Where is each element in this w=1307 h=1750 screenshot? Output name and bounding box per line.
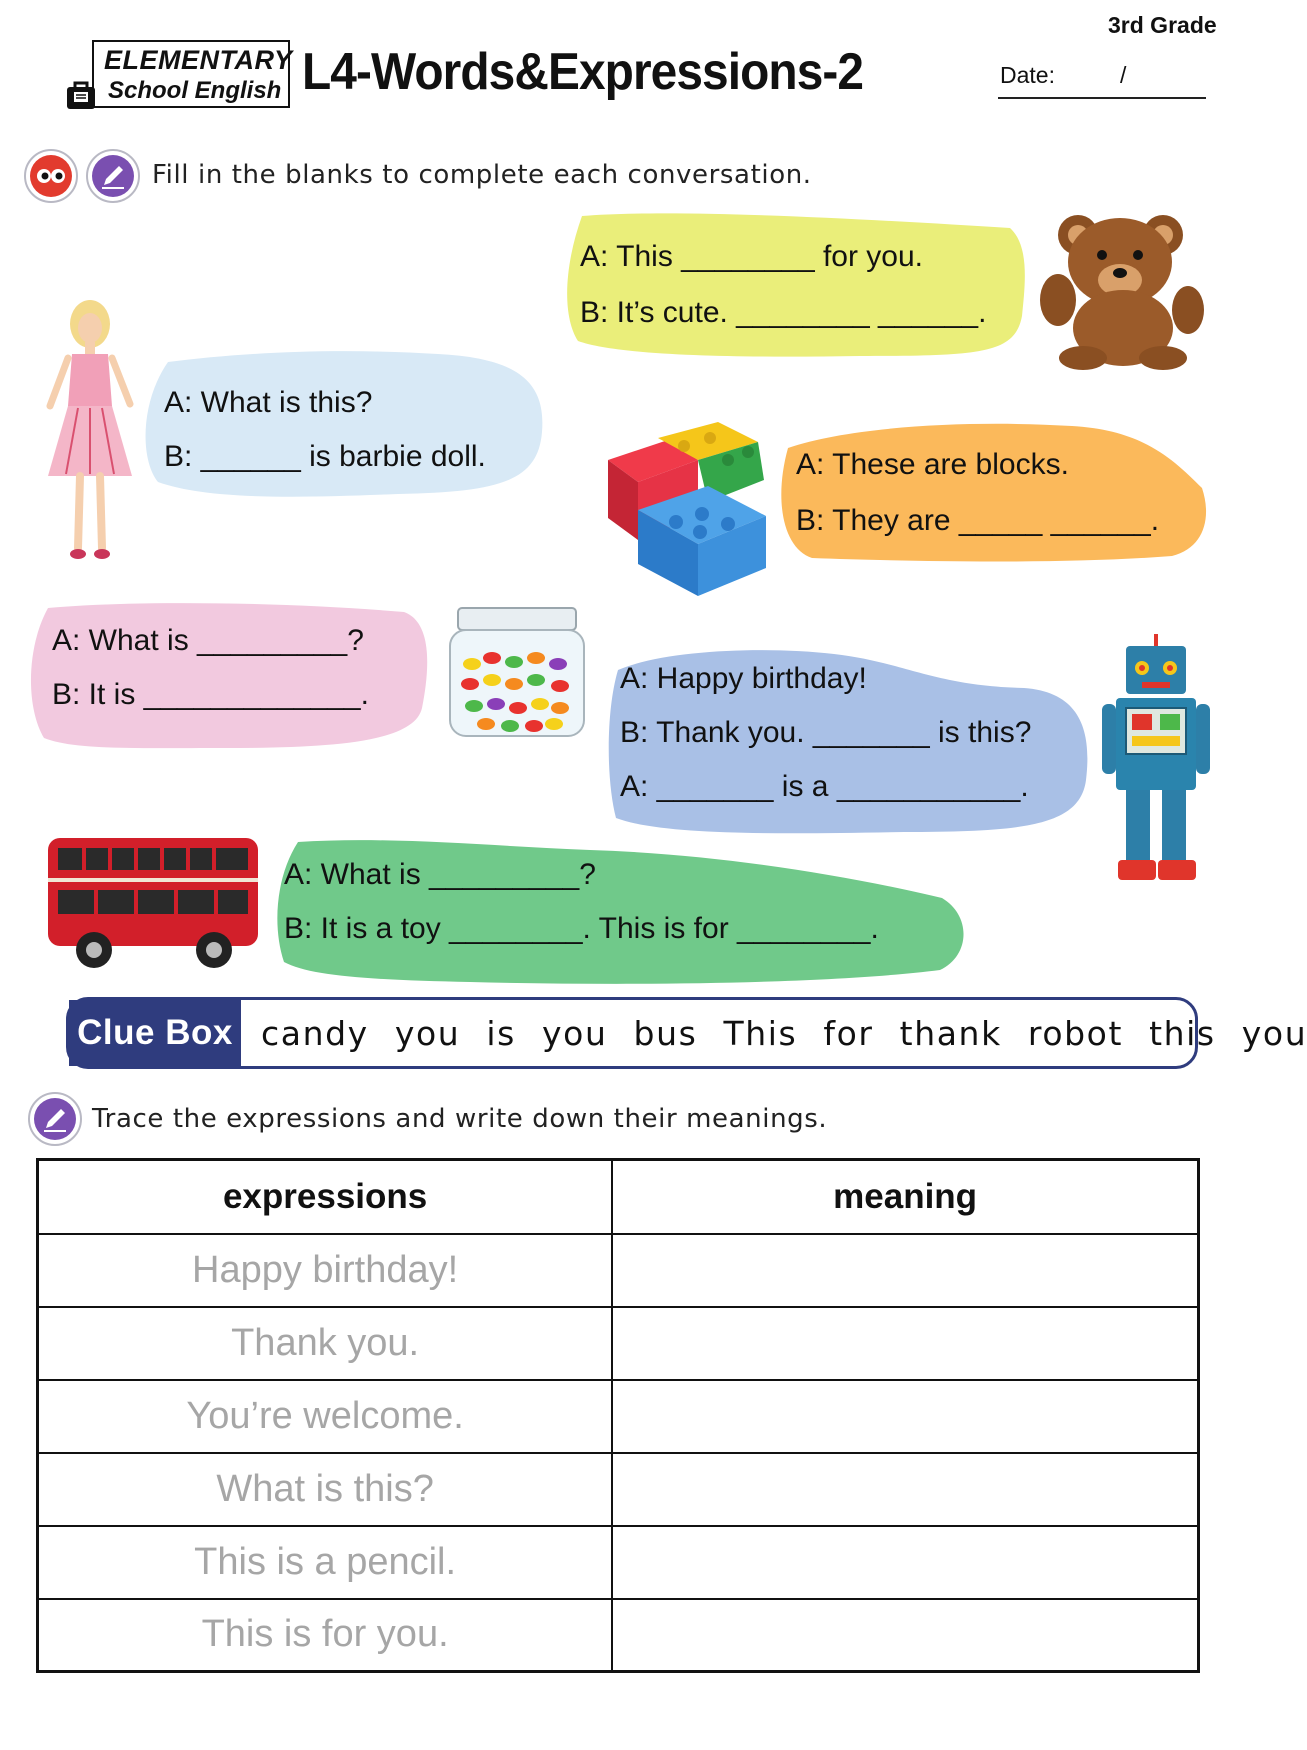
bubble-teddy [560,206,1030,366]
table-row [38,1599,1199,1672]
page-title: L4-Words&Expressions-2 [302,43,864,101]
bus-line-b: B: It is a toy ________. This is for ________. [284,912,879,945]
candy-jar-picture [436,608,600,740]
bubble-blocks [772,418,1212,564]
expression-cell: What is this? [38,1453,613,1526]
bubble-bus [270,836,972,986]
header-meaning: meaning [612,1160,1198,1234]
header-expressions: expressions [38,1160,613,1234]
logo-line1: ELEMENTARY [104,45,293,75]
table-row [38,1453,1199,1526]
table-row [38,1380,1199,1453]
doll-line-b: B: ______ is barbie doll. [164,440,486,473]
schoolbag-icon [64,78,98,112]
doll-line-a: A: What is this? [164,386,373,419]
teddy-bear-picture [1038,200,1208,370]
meaning-cell[interactable] [612,1307,1198,1380]
robot-line-a: A: Happy birthday! [620,662,867,695]
blocks-line-b: B: They are _____ ______. [796,504,1160,537]
blocks-line-a: A: These are blocks. [796,448,1069,481]
robot-line-b: B: Thank you. _______ is this? [620,716,1032,749]
clue-box [66,997,1307,1069]
date-label: Date: [1000,62,1055,88]
meaning-cell[interactable] [612,1526,1198,1599]
expression-cell: This is a pencil. [38,1526,613,1599]
bus-line-a: A: What is _________? [284,858,596,891]
expression-cell: This is for you. [38,1599,613,1672]
clue-box-words: candy you is you bus This for thank robot this you [261,1014,1307,1053]
robot-toy-picture [1102,634,1210,884]
teddy-line-b: B: It’s cute. ________ ______. [580,296,987,329]
bubble-doll [138,342,550,510]
logo-line2: School English [108,77,282,104]
listen-eyes-icon [24,149,78,203]
candy-line-a: A: What is _________? [52,624,364,657]
expression-cell: You’re welcome. [38,1380,613,1453]
barbie-doll-picture [38,296,144,564]
pencil-icon [28,1092,82,1146]
table-row [38,1526,1199,1599]
table-header-row [38,1160,1199,1234]
expression-cell: Thank you. [38,1307,613,1380]
expressions-table [36,1158,1200,1673]
candy-line-b: B: It is _____________. [52,678,369,711]
table-row [38,1307,1199,1380]
toy-blocks-picture [598,420,768,596]
expression-cell: Happy birthday! [38,1234,613,1307]
meaning-cell[interactable] [612,1234,1198,1307]
grade-label: 3rd Grade [1108,12,1217,38]
pencil-icon [86,149,140,203]
meaning-cell[interactable] [612,1599,1198,1672]
date-field[interactable] [998,97,1206,99]
clue-box-label: Clue Box [69,1000,241,1066]
table-row [38,1234,1199,1307]
date-slash: / [1120,62,1127,88]
bubble-robot [604,640,1094,836]
teddy-line-a: A: This ________ for you. [580,240,924,273]
meaning-cell[interactable] [612,1380,1198,1453]
section1-instruction: Fill in the blanks to complete each conversation. [152,160,812,190]
section2-instruction: Trace the expressions and write down their meanings. [92,1104,828,1134]
meaning-cell[interactable] [612,1453,1198,1526]
robot-line-c: A: _______ is a ___________. [620,770,1029,803]
toy-bus-picture [44,832,264,972]
logo [92,40,293,108]
bubble-candy [24,598,434,752]
